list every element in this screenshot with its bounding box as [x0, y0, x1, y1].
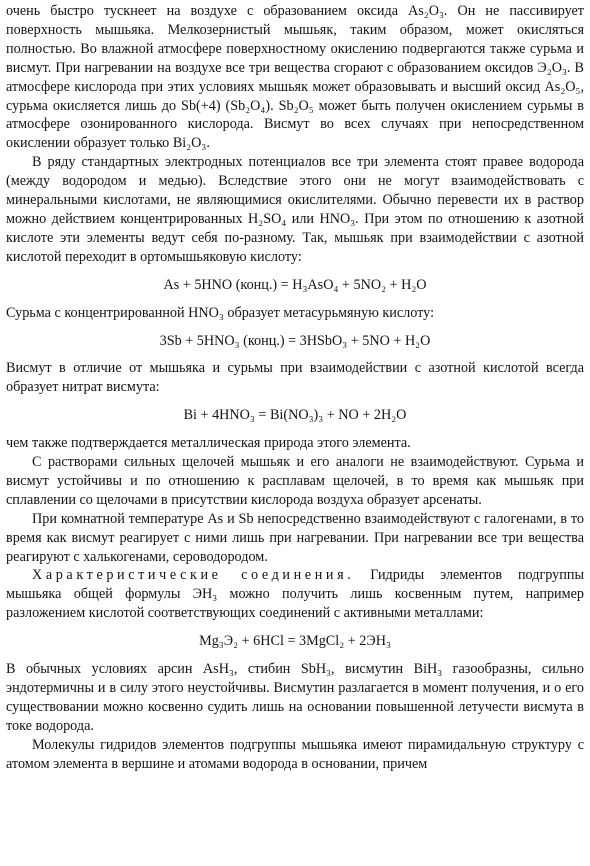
paragraph-bismuth-intro: Висмут в отличие от мышьяка и сурьмы при взаимодействии с азотной кислотой всегда образует нитрат висмута:: [6, 360, 584, 396]
paragraph-hydride-structure: Молекулы гидридов элементов подгруппы мышьяка имеют пирамидальную структуру с атомом элемента в вершине и атомами водорода в основании, причем: [6, 736, 584, 772]
equation-bismuth-nitric: Bi + 4HNO₃ = Bi(NO₃)₃ + NO + 2H₂O: [183, 407, 407, 424]
equation-arsenic-nitric: As + 5HNO (конц.) = H₃AsO₄ + 5NO₂ + H₂O: [163, 276, 427, 293]
paragraph-alkali: С растворами сильных щелочей мышьяк и его аналоги не взаимодействуют. Сурьма и висмут устойчивы и по отношению к расплавам щелочей, в то время как мышьяк при сплавлении со щелочами в присутствии кислорода воздуха образует арсенаты.: [6, 454, 584, 508]
paragraph-hydrides: [6, 566, 584, 623]
paragraph-antimony-intro: Сурьма с концентрированной HNO₃ образует метасурьмяную кислоту:: [6, 304, 435, 321]
paragraph-oxidation: очень быстро тускнеет на воздухе с образованием оксида As₂O₃. Он не пассивирует поверхность мышьяка. Мелкозернистый мышьяк, таким образом, может окисляться полностью. Во влажной атмосфере поверхностному окислению подвергаются также сурьма и висмут. При нагревании на воздухе все три вещества сгорают с образованием оксидов Э₂O₃. В атмосфере кислорода при этих условиях мышьяк может образовывать и высший оксид As₂O₅, сурьма окисляется лишь до Sb(+4) (Sb₂O₄). Sb₂O₅ может быть получен окислением сурьмы в атмосфере озонированного кислорода. Висмут во всех случаях при непосредственном окислении образует только Bi₂O₃.: [6, 3, 584, 152]
paragraph-hydrides-text: Гидриды элементов подгруппы мышьяка общей формулы ЭH₃ можно получить лишь косвенным путем, например разложением кислотой соответствующих соединений с активными металлами:: [6, 567, 584, 622]
equation-hydride-synthesis: Mg₃Э₂ + 6HCl = 3MgCl₂ + 2ЭH₃: [199, 633, 391, 650]
paragraph-hydride-properties: В обычных условиях арсин AsH₃, стибин SbH₃, висмутин BiH₃ газообразны, сильно эндотермичны и в силу этого неустойчивы. Висмутин разлагается в момент получения, и о его существовании можно косвенно судить лишь на основании повышенной летучести висмута в токе водорода.: [6, 661, 584, 734]
section-heading: Характеристические соединения.: [32, 567, 355, 584]
equation-antimony-nitric: 3Sb + 5HNO₃ (конц.) = 3HSbO₃ + 5NO + H₂O: [159, 332, 431, 349]
paragraph-electrode-potentials: В ряду стандартных электродных потенциалов все три элемента стоят правее водорода (между водородом и медью). Вследствие этого они не могут взаимодействовать с минеральными кислотами, не являющимися окислителями. Обычно перевести их в раствор можно действием концентрированных H₂SO₄ или HNO₃. При этом по отношению к азотной кислоте эти элементы ведут себя по-разному. Так, мышьяк при взаимодействии с азотной кислотой переходит в ортомышьяковую кислоту:: [6, 154, 584, 265]
paragraph-metallic-nature: чем также подтверждается металлическая природа этого элемента.: [6, 435, 411, 452]
paragraph-halogens: При комнатной температуре As и Sb непосредственно взаимодействуют с галогенами, в то время как висмут реагирует с ними лишь при нагревании. При нагревании все три вещества реагируют с халькогенами, сероводородом.: [6, 510, 584, 565]
